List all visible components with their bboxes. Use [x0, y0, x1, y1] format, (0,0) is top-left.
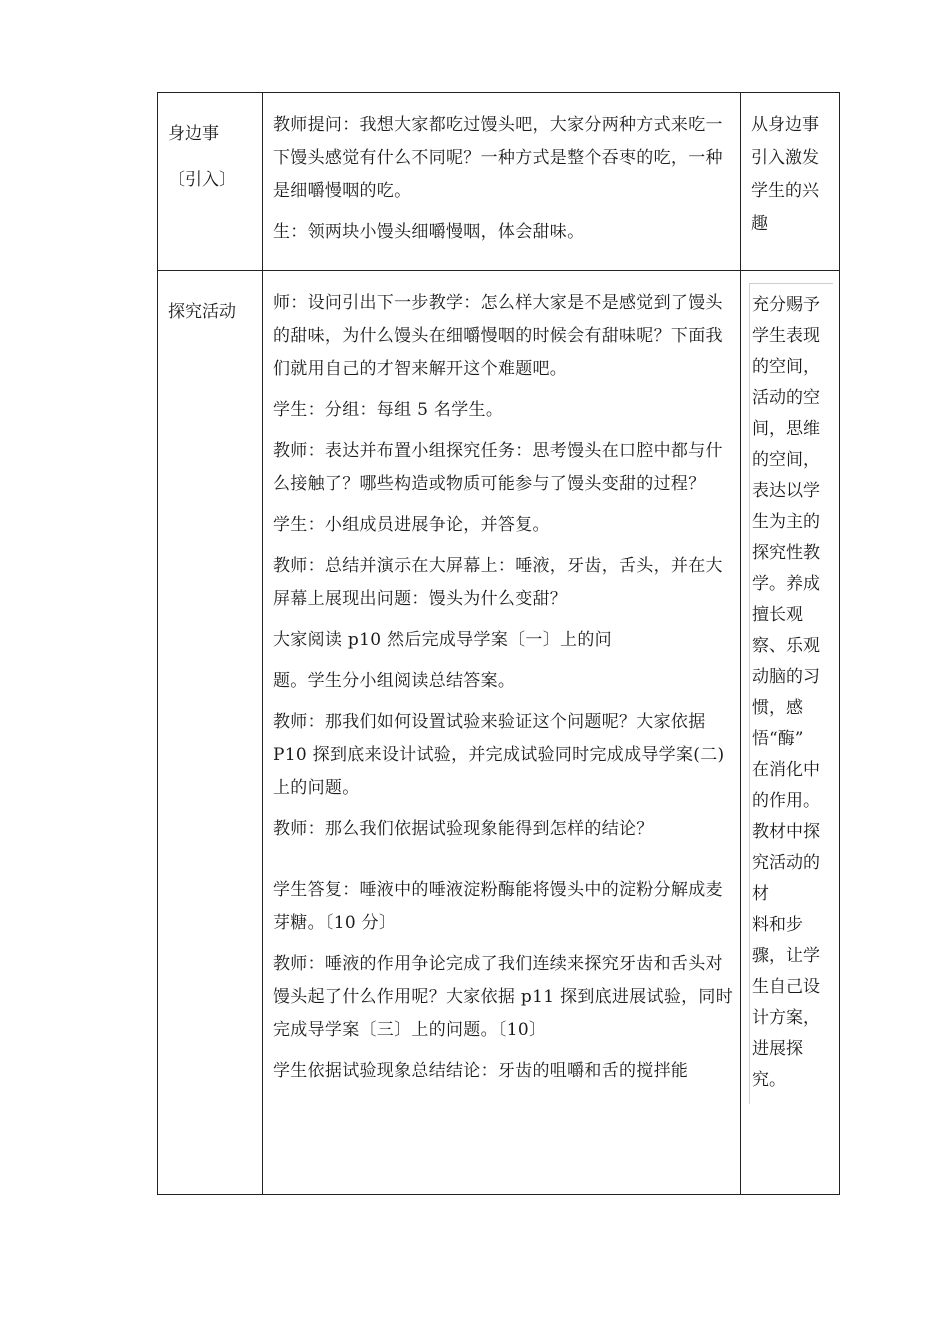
note-line: 学生的兴 — [751, 181, 819, 201]
content-paragraph: 学生：分组：每组 5 名学生。 — [273, 400, 504, 420]
stage-cell — [158, 271, 263, 1195]
note-line: 生自己设 — [752, 977, 820, 997]
note-line: 间，思维 — [752, 419, 820, 439]
note-line: 材 — [752, 884, 769, 904]
note-line: 趣 — [751, 214, 768, 234]
stage-label: 身边事 — [168, 124, 219, 144]
note-cell — [741, 271, 840, 1195]
note-line: 擅长观 — [752, 605, 803, 625]
content-cell — [263, 93, 741, 271]
note-line: 的空间， — [752, 450, 820, 470]
content-paragraph: 学生依据试验现象总结结论：牙齿的咀嚼和舌的搅拌能 — [273, 1061, 689, 1081]
note-line: 惯，感 — [752, 698, 803, 718]
content-paragraph: 教师：那我们如何设置试验来验证这个问题呢？大家依据 P10 探到底来设计试验，并完成试验同时完成成导学案(二)上的问题。 — [273, 712, 725, 798]
content-paragraph: 教师：总结并演示在大屏幕上：唾液，牙齿，舌头，并在大屏幕上展现出问题：馒头为什么变甜？ — [273, 556, 723, 609]
note-line: 学生表现 — [752, 326, 820, 346]
note-line: 充分赐予 — [752, 295, 820, 315]
note-line: 究活动的 — [752, 853, 820, 873]
lesson-plan-table — [157, 92, 840, 1195]
content-paragraph: 学生：小组成员进展争论，并答复。 — [273, 515, 550, 535]
note-line: 引入激发 — [751, 148, 819, 168]
stage-cell — [158, 93, 263, 271]
content-paragraph: 教师：唾液的作用争论完成了我们连续来探究牙齿和舌头对馒头起了什么作用呢？大家依据 p11 探到底进展试验，同时完成导学案〔三〕上的问题。〔10〕 — [273, 954, 734, 1040]
note-line: 计方案， — [752, 1008, 820, 1028]
note-line: 究。 — [752, 1070, 786, 1090]
note-line: 进展探 — [752, 1039, 803, 1059]
content-cell — [263, 271, 741, 1195]
note-line: 在消化中 — [752, 760, 820, 780]
note-line: 骤，让学 — [752, 946, 820, 966]
content-paragraph: 教师：表达并布置小组探究任务：思考馒头在口腔中都与什么接触了？哪些构造或物质可能参与了馒头变甜的过程？ — [273, 441, 723, 494]
note-line: 察、乐观 — [752, 636, 820, 656]
note-line: 生为主的 — [752, 512, 820, 532]
note-line: 的空间， — [752, 357, 820, 377]
note-line: 料和步 — [752, 915, 803, 935]
table-row — [158, 93, 840, 271]
note-line: 教材中探 — [752, 822, 820, 842]
content-paragraph: 师：设问引出下一步教学：怎么样大家是不是感觉到了馒头的甜味，为什么馒头在细嚼慢咽的时候会有甜味呢？下面我们就用自己的才智来解开这个难题吧。 — [273, 293, 723, 379]
note-line: 从身边事 — [751, 115, 819, 135]
content-paragraph: 大家阅读 p10 然后完成导学案〔一〕上的问 — [273, 630, 612, 650]
stage-label: 探究活动 — [168, 302, 236, 322]
note-line: 探究性教 — [752, 543, 820, 563]
content-paragraph: 题。学生分小组阅读总结答案。 — [273, 671, 516, 691]
note-line: 活动的空 — [752, 388, 820, 408]
stage-label: 〔引入〕 — [168, 170, 236, 190]
note-line: 表达以学 — [752, 481, 820, 501]
note-line: 的作用。 — [752, 791, 820, 811]
content-paragraph: 生：领两块小馒头细嚼慢咽，体会甜味。 — [273, 222, 585, 242]
content-paragraph: 学生答复：唾液中的唾液淀粉酶能将馒头中的淀粉分解成麦芽糖。〔10 分〕 — [273, 880, 723, 933]
note-line: 动脑的习 — [752, 667, 820, 687]
table-row — [158, 271, 840, 1195]
note-cell — [741, 93, 840, 271]
content-paragraph: 教师：那么我们依据试验现象能得到怎样的结论？ — [273, 819, 654, 839]
content-paragraph: 教师提问：我想大家都吃过馒头吧，大家分两种方式来吃一下馒头感觉有什么不同呢？一种方式是整个吞枣的吃，一种是细嚼慢咽的吃。 — [273, 115, 723, 201]
note-line: 悟“酶” — [752, 729, 804, 749]
note-line: 学。养成 — [752, 574, 820, 594]
